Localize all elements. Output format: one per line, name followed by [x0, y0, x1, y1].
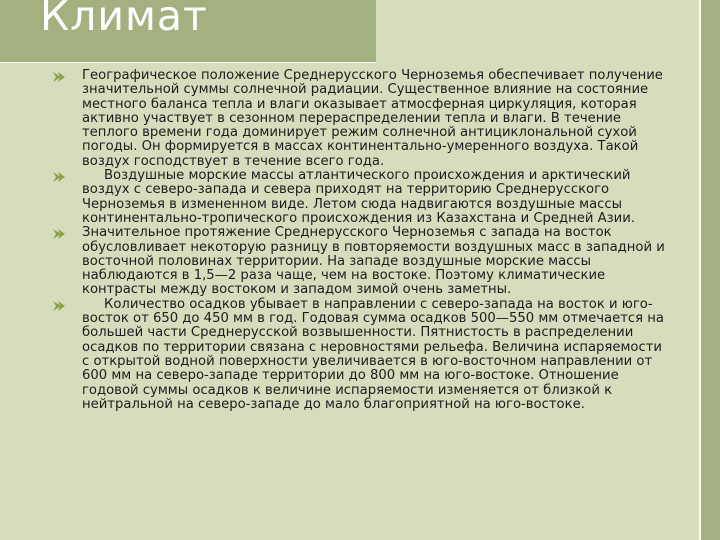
arrow-bullet-icon	[52, 71, 66, 83]
bullet-item	[52, 226, 672, 297]
bullet-text: Значительное протяжение Среднерусского Черноземья с запада на восток обусловливает некоторую разницу в повторяемости воздушных масс в западной и восточной половинах территории. На западе воздушные морские массы наблюдаются в 1,5—2 раза чаще, чем на востоке. Поэтому климатические контрасты между востоком и западом зимой очень заметны.	[82, 225, 665, 298]
slide-title: Климат	[40, 0, 208, 40]
bullet-item	[52, 169, 672, 226]
title-bar	[0, 0, 376, 62]
bullet-item	[52, 69, 672, 169]
title-divider	[0, 62, 376, 63]
bullet-list	[52, 69, 672, 412]
arrow-bullet-icon	[52, 171, 66, 183]
bullet-text: Количество осадков убывает в направлении с северо-запада на восток и юго-восток от 650 до 450 мм в год. Годовая сумма осадков 500—550 мм отмечается на большей части Среднерусской возвышенности. Пятнистость в распределении осадков по территории связана с неровностями рельефа. Величина испаряемости с открытой водной поверхности увеличивается в юго-восточном направлении от 600 мм на северо-западе территории до 800 мм на юго-востоке. Отношение годовой суммы осадков к величине испаряемости изменяется от близкой к нейтральной на северо-западе до мало благоприятной на юго-востоке.	[82, 296, 664, 412]
bullet-text: Географическое положение Среднерусского Черноземья обеспечивает получение значительной суммы солнечной радиации. Существенное влияние на состояние местного баланса тепла и влаги оказывает атмосферная циркуляция, которая активно участвует в сезонном перераспределении тепла и влаги. В течение теплого времени года доминирует режим солнечной антициклональной сухой погоды. Он формируется в массах континентально-умеренного воздуха. Такой воздух господствует в течение всего года.	[82, 68, 663, 169]
arrow-bullet-icon	[52, 300, 66, 312]
bullet-text: Воздушные морские массы атлантического происхождения и арктический воздух с северо-запада и севера приходят на территорию Среднерусского Черноземья в измененном виде. Летом сюда надвигаются воздушные массы континентально-тропического происхождения из Казахстана и Средней Азии.	[82, 168, 636, 226]
arrow-bullet-icon	[52, 228, 66, 240]
right-accent-bar	[701, 0, 720, 540]
bullet-item	[52, 298, 672, 412]
